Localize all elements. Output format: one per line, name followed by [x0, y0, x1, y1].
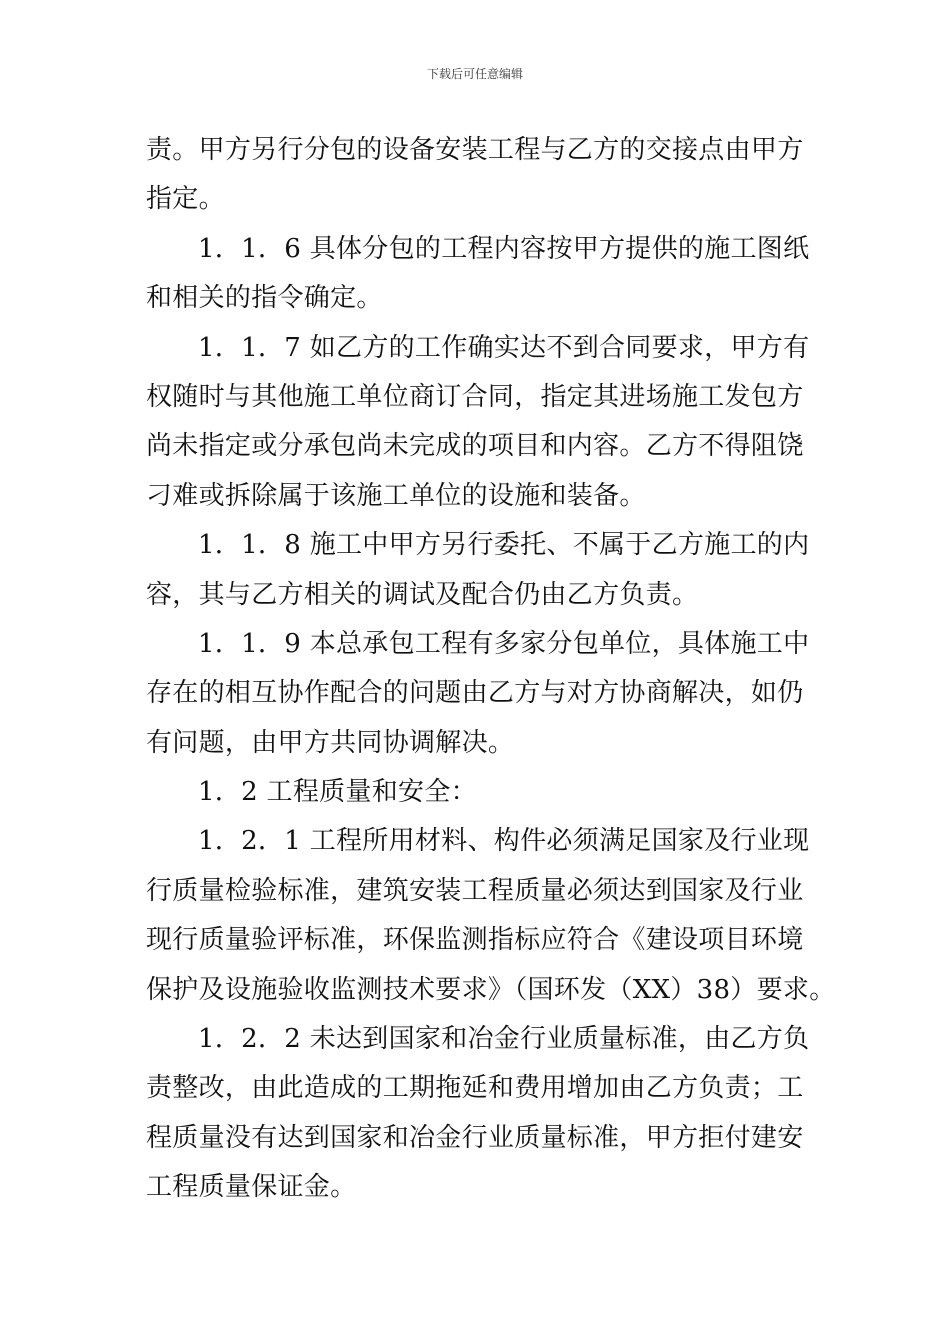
section-1-2-heading: 1．2 工程质量和安全： — [198, 777, 477, 808]
paragraph-line: 有问题，由甲方共同协调解决。 — [146, 727, 515, 758]
paragraph-line: 权随时与其他施工单位商订合同，指定其进场施工发包方 — [146, 381, 804, 412]
paragraph-line: 工程质量保证金。 — [146, 1172, 357, 1203]
paragraph-line: 容，其与乙方相关的调试及配合仍由乙方负责。 — [146, 579, 699, 610]
clause-1-2-2-line: 1．2．2 未达到国家和冶金行业质量标准，由乙方负 — [198, 1024, 810, 1055]
paragraph-line: 和相关的指令确定。 — [146, 283, 383, 314]
paragraph-line: 行质量检验标准，建筑安装工程质量必须达到国家及行业 — [146, 875, 804, 906]
paragraph-line: 现行质量验评标准，环保监测指标应符合《建设项目环境 — [146, 925, 804, 956]
document-body — [146, 126, 836, 1213]
paragraph-line: 程质量没有达到国家和冶金行业质量标准，甲方拒付建安 — [146, 1122, 804, 1153]
clause-1-1-7-line: 1．1．7 如乙方的工作确实达不到合同要求，甲方有 — [198, 332, 810, 363]
paragraph-line: 指定。 — [146, 184, 225, 215]
paragraph-line: 刁难或拆除属于该施工单位的设施和装备。 — [146, 480, 646, 511]
clause-1-1-6-line: 1．1．6 具体分包的工程内容按甲方提供的施工图纸 — [198, 233, 810, 264]
paragraph-line: 责。甲方另行分包的设备安装工程与乙方的交接点由甲方 — [146, 135, 804, 165]
paragraph-line: 责整改，由此造成的工期拖延和费用增加由乙方负责；工 — [146, 1073, 804, 1104]
clause-1-1-8-line: 1．1．8 施工中甲方另行委托、不属于乙方施工的内 — [198, 530, 810, 561]
paragraph-line: 保护及设施验收监测技术要求》（国环发（XX）38）要求。 — [146, 974, 836, 1005]
clause-1-2-1-line: 1．2．1 工程所用材料、构件必须满足国家及行业现 — [198, 826, 810, 857]
clause-1-1-9-line: 1．1．9 本总承包工程有多家分包单位，具体施工中 — [198, 628, 810, 659]
paragraph-line: 存在的相互协作配合的问题由乙方与对方协商解决，如仍 — [146, 678, 804, 709]
page-header-note: 下载后可任意编辑 — [426, 67, 523, 81]
paragraph-line: 尚未指定或分承包尚未完成的项目和内容。乙方不得阻饶 — [146, 431, 804, 462]
